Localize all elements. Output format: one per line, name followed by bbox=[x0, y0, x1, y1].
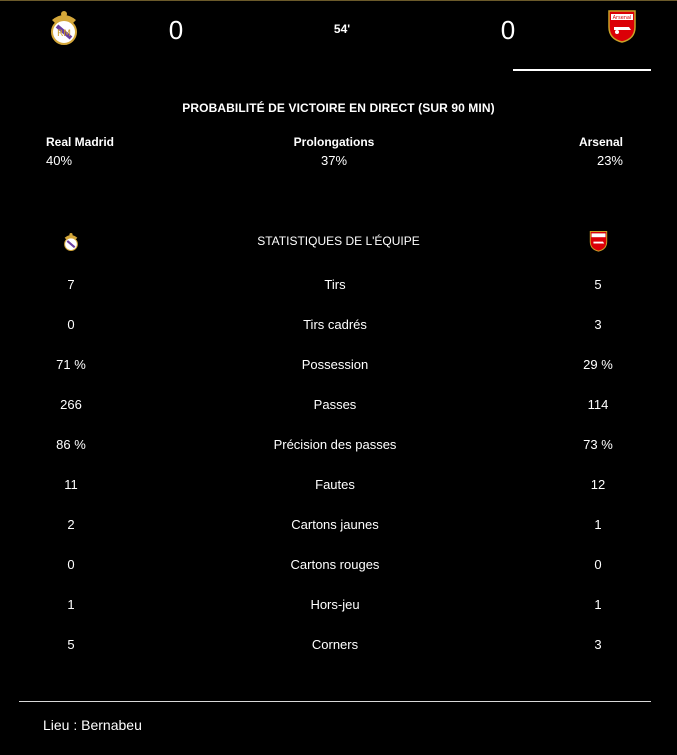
stat-home-value: 5 bbox=[67, 637, 75, 652]
stat-label: Tirs bbox=[324, 277, 346, 292]
top-border bbox=[0, 0, 677, 1]
stat-home-value: 86 % bbox=[56, 437, 86, 452]
stat-away-value: 1 bbox=[594, 517, 602, 532]
stat-home-value: 71 % bbox=[56, 357, 86, 372]
stat-home-value: 0 bbox=[67, 557, 75, 572]
real-madrid-crest-icon bbox=[47, 8, 81, 46]
arsenal-crest-icon bbox=[607, 9, 637, 43]
stat-away-value: 29 % bbox=[583, 357, 613, 372]
away-score: 0 bbox=[500, 15, 516, 45]
stat-label: Passes bbox=[313, 397, 357, 412]
venue-label: Lieu : Bernabeu bbox=[43, 717, 142, 733]
stat-label: Cartons jaunes bbox=[291, 517, 379, 532]
stat-label: Hors-jeu bbox=[310, 597, 360, 612]
home-team-crest[interactable] bbox=[47, 8, 81, 46]
stat-row bbox=[0, 476, 677, 494]
stat-away-value: 114 bbox=[587, 397, 609, 412]
wp-away-pct: 23% bbox=[596, 153, 623, 168]
stat-away-value: 3 bbox=[594, 637, 602, 652]
stat-away-value: 3 bbox=[594, 317, 602, 332]
stat-home-value: 7 bbox=[67, 277, 75, 292]
wp-draw-pct: 37% bbox=[320, 153, 348, 168]
stat-home-value: 11 bbox=[64, 477, 78, 492]
stat-home-value: 2 bbox=[67, 517, 75, 532]
svg-text:RM: RM bbox=[56, 29, 72, 39]
arsenal-crest-icon bbox=[589, 230, 608, 252]
stat-label: Corners bbox=[311, 637, 359, 652]
wp-draw-name: Prolongations bbox=[293, 135, 375, 149]
wp-home-name: Real Madrid bbox=[46, 135, 115, 149]
stat-row bbox=[0, 396, 677, 414]
footer-divider bbox=[19, 701, 651, 702]
stats-away-crest bbox=[589, 230, 608, 257]
stat-away-value: 12 bbox=[590, 477, 606, 492]
stat-row bbox=[0, 516, 677, 534]
wp-away-name: Arsenal bbox=[578, 135, 623, 149]
stat-label: Possession bbox=[301, 357, 369, 372]
stat-row bbox=[0, 316, 677, 334]
stat-away-value: 0 bbox=[594, 557, 602, 572]
arsenal-crest-text: Arsenal bbox=[612, 15, 632, 21]
stat-label: Précision des passes bbox=[273, 437, 397, 452]
stat-row bbox=[0, 556, 677, 574]
stat-label: Fautes bbox=[315, 477, 355, 492]
win-probability-title: PROBABILITÉ DE VICTOIRE EN DIRECT (SUR 90 MIN) bbox=[182, 101, 495, 115]
selected-team-indicator bbox=[513, 69, 651, 71]
stat-row bbox=[0, 436, 677, 454]
home-score: 0 bbox=[168, 15, 184, 45]
team-stats-title: STATISTIQUES DE L'ÉQUIPE bbox=[257, 234, 420, 248]
stat-row bbox=[0, 276, 677, 294]
stat-away-value: 5 bbox=[594, 277, 602, 292]
stat-row bbox=[0, 356, 677, 374]
match-minute: 54' bbox=[333, 22, 351, 36]
stat-home-value: 266 bbox=[60, 397, 82, 412]
stat-home-value: 1 bbox=[67, 597, 75, 612]
stat-row bbox=[0, 596, 677, 614]
stat-home-value: 0 bbox=[67, 317, 75, 332]
wp-home-pct: 40% bbox=[46, 153, 73, 168]
stat-away-value: 73 % bbox=[583, 437, 613, 452]
away-team-crest[interactable] bbox=[607, 9, 637, 43]
stat-away-value: 1 bbox=[594, 597, 602, 612]
stat-label: Tirs cadrés bbox=[303, 317, 367, 332]
stat-row bbox=[0, 636, 677, 654]
stat-label: Cartons rouges bbox=[290, 557, 380, 572]
